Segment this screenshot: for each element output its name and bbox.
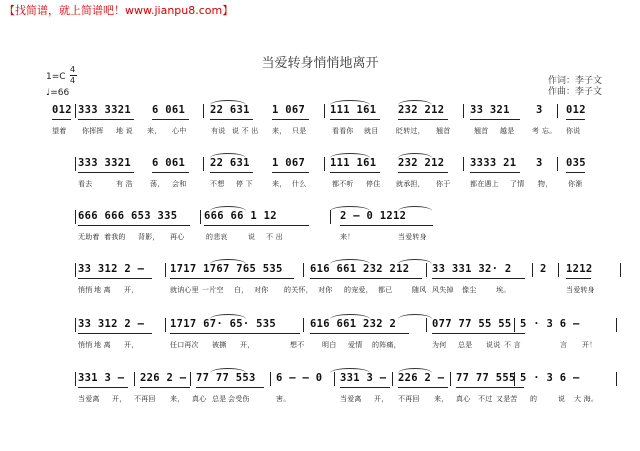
bar-line [203, 104, 204, 118]
lyric-syllables: 就目 [364, 127, 379, 135]
lyric-syllables: 总是 [212, 395, 227, 403]
beam-line [432, 333, 525, 334]
lyric-syllables: 任口再次 [170, 341, 199, 349]
lyric-syllables: 悄悄 [78, 341, 93, 349]
lyric-syllables: 开！ [582, 341, 597, 349]
lyric-syllables: 当爱离 [78, 395, 100, 403]
beam-line [398, 172, 448, 173]
beam-line [566, 278, 591, 279]
beam-line [470, 119, 520, 120]
slur-arc [210, 206, 246, 211]
lyric-syllables: 想不 [290, 341, 305, 349]
note-group: 1212 [566, 263, 593, 275]
lyric-syllables: 随风 [412, 286, 427, 294]
time-signature-top: 4 [70, 65, 76, 74]
beam-line [204, 225, 309, 226]
lyric-syllables: 爱情 [348, 341, 363, 349]
slur-arc [330, 368, 370, 373]
lyric-syllables: 白， [234, 286, 249, 294]
lyric-syllables: 翘首 [436, 127, 451, 135]
bar-line [75, 372, 76, 386]
note-group: 226 2 — [140, 372, 187, 384]
note-group: 333 3321 [78, 157, 131, 169]
lyric-syllables: 地 说 [116, 127, 133, 135]
lyric-syllables: 不再回 [134, 395, 156, 403]
note-group: 6 061 [152, 157, 186, 169]
note-group: 1 067 [272, 104, 306, 116]
beam-line [432, 278, 525, 279]
bar-line [392, 372, 393, 386]
bar-line [616, 318, 617, 332]
site-watermark: 【找简谱，就上简谱吧！www.jianpu8.com】 [4, 4, 234, 17]
lyric-syllables: 了情 [510, 180, 525, 188]
bar-line [75, 157, 76, 171]
lyric-syllables: 悄悄 [78, 286, 93, 294]
lyric-syllables: 无助着 [78, 233, 100, 241]
note-group: 33 331 32· 2 [432, 263, 512, 275]
note-group: 77 77 553 [196, 372, 256, 384]
beam-line [152, 172, 189, 173]
lyric-syllables: 有说 [211, 127, 226, 135]
lyric-syllables: 真心 [456, 395, 471, 403]
bar-line [165, 318, 166, 332]
beam-line [330, 172, 380, 173]
lyric-syllables: 都不听 [332, 180, 354, 188]
note-group: 232 212 [398, 104, 445, 116]
bar-line [514, 318, 515, 332]
note-group: 111 161 [330, 157, 377, 169]
note-group: 012 [52, 104, 72, 116]
lyric-syllables: 会和 [172, 180, 187, 188]
lyric-syllables: 埃。 [496, 286, 511, 294]
bar-line [426, 263, 427, 277]
note-group: 5 · 3 6 — [520, 372, 580, 384]
lyric-syllables: 言 [560, 341, 568, 349]
slur-arc [210, 100, 246, 105]
lyric-syllables: 总是 [458, 341, 473, 349]
lyric-syllables: 一片空 [202, 286, 224, 294]
slur-arc [210, 153, 246, 158]
note-group: 226 2 — [398, 372, 445, 384]
note-group: 3 [536, 104, 543, 116]
beam-line [78, 278, 152, 279]
slur-arc [330, 153, 370, 158]
note-group: 33 312 2 — [78, 263, 145, 275]
lyric-syllables: 停住 [366, 180, 381, 188]
lyric-syllables: 忘。 [542, 127, 557, 135]
slur-arc [398, 153, 432, 158]
slur-arc [398, 100, 432, 105]
beam-line [330, 119, 380, 120]
bar-line [190, 372, 191, 386]
lyric-syllables: 开， [112, 395, 127, 403]
lyric-syllables: 翘首 [474, 127, 489, 135]
beam-line [78, 333, 152, 334]
lyric-syllables: 真心 [192, 395, 207, 403]
bar-line [426, 318, 427, 332]
bar-line [330, 210, 331, 224]
note-group: 2 — 0 1212 [340, 210, 407, 222]
bar-line [616, 372, 617, 386]
lyric-syllables: 不再回 [398, 395, 420, 403]
note-group: 3333 21 [470, 157, 517, 169]
lyric-syllables: 望着 [52, 127, 67, 135]
bar-line [463, 104, 464, 118]
lyric-syllables: 地 离 [94, 341, 111, 349]
key-signature: 1=C [46, 72, 66, 82]
beam-line [310, 278, 422, 279]
song-title: 当爱转身悄悄地离开 [261, 56, 379, 71]
note-group: 33 312 2 — [78, 318, 145, 330]
lyric-syllables: 看去 [78, 180, 93, 188]
slur-arc [398, 314, 432, 319]
lyric-syllables: 明白 [322, 341, 337, 349]
lyric-syllables: 风失掉 [432, 286, 454, 294]
lyric-syllables: 开， [240, 341, 255, 349]
note-group: 2 [540, 263, 547, 275]
lyric-syllables: 只是 [292, 127, 307, 135]
lyric-syllables: 开， [374, 395, 389, 403]
slur-arc [398, 259, 432, 264]
beam-line [152, 119, 189, 120]
note-group: 012 [566, 104, 586, 116]
lyric-syllables: 什么 [292, 180, 307, 188]
beam-line [210, 172, 253, 173]
note-group: 6 — — 0 [276, 372, 323, 384]
lyric-syllables: 来， [434, 395, 449, 403]
lyric-syllables: 被撕 [212, 341, 227, 349]
lyric-syllables: 心中 [172, 127, 187, 135]
lyric-syllables: 都在遇上 [470, 180, 499, 188]
slur-arc [330, 314, 370, 319]
slur-arc [398, 368, 432, 373]
lyric-syllables: 眨转过， [396, 127, 425, 135]
note-group: 1717 1767 765 535 [170, 263, 283, 275]
note-group: 035 [566, 157, 586, 169]
note-group: 232 212 [398, 157, 445, 169]
lyric-syllables: 当爱转身 [566, 286, 595, 294]
lyric-syllables: 说说 [486, 341, 501, 349]
note-group: 1717 67· 65· 535 [170, 318, 276, 330]
lyric-syllables: 考 [532, 127, 540, 135]
lyric-syllables: 对你 [254, 286, 269, 294]
tempo-mark: ♩=66 [46, 88, 70, 98]
bar-line [463, 157, 464, 171]
bar-line [557, 157, 558, 171]
note-group: 77 77 555 [456, 372, 516, 384]
lyric-syllables: 来， [147, 127, 162, 135]
lyric-syllables: 当爱转身 [398, 233, 427, 241]
beam-line [340, 225, 433, 226]
bar-line [558, 263, 559, 277]
lyric-syllables: 来， [272, 127, 287, 135]
lyric-syllables: 的 [530, 395, 538, 403]
bar-line [557, 104, 558, 118]
note-group: 077 77 55 55 [432, 318, 512, 330]
note-group: 333 3321 [78, 104, 131, 116]
beam-line [566, 119, 585, 120]
lyricist-credit: 作词：李子文 [548, 76, 603, 86]
slur-arc [210, 314, 246, 319]
bar-line [75, 210, 76, 224]
bar-line [334, 372, 335, 386]
beam-line [196, 387, 264, 388]
lyric-syllables: 说 不 出 [232, 127, 259, 135]
note-group: 616 661 232 2 [310, 318, 397, 330]
lyric-syllables: 就讷心里 [170, 286, 199, 294]
composer-credit: 作曲：李子文 [548, 87, 603, 97]
note-group: 6 061 [152, 104, 186, 116]
lyric-syllables: 着我的 [104, 233, 126, 241]
note-group: 666 666 653 335 [78, 210, 178, 222]
lyric-syllables: 看看你 [332, 127, 354, 135]
lyric-syllables: 的宠爱， [344, 286, 373, 294]
lyric-syllables: 大 海。 [574, 395, 599, 403]
lyric-syllables: 再心 [170, 233, 185, 241]
beam-line [78, 172, 134, 173]
lyric-syllables: 物， [538, 180, 553, 188]
lyric-syllables: 不想 [210, 180, 225, 188]
lyric-syllables: 开， [124, 341, 139, 349]
lyric-syllables: 害。 [276, 395, 291, 403]
lyric-syllables: 会受伤 [228, 395, 250, 403]
lyric-syllables: 越是 [500, 127, 515, 135]
slur-arc [210, 259, 246, 264]
note-group: 3 [536, 157, 543, 169]
lyric-syllables: 来， [170, 395, 185, 403]
beam-line [78, 119, 134, 120]
beam-line [470, 172, 520, 173]
lyric-syllables: 的关怀， [284, 286, 313, 294]
lyric-syllables: 荡， [150, 180, 165, 188]
beam-line [456, 387, 524, 388]
lyric-syllables: 开， [124, 286, 139, 294]
beam-line [78, 387, 128, 388]
lyric-syllables: 说 [558, 395, 566, 403]
bar-line [324, 157, 325, 171]
beam-line [170, 333, 300, 334]
bar-line [324, 104, 325, 118]
slur-arc [330, 259, 370, 264]
bar-line [303, 318, 304, 332]
lyric-syllables: 都已 [378, 286, 393, 294]
lyric-syllables: 像尘 [462, 286, 477, 294]
lyric-syllables: 对你 [318, 286, 333, 294]
bar-line [303, 263, 304, 277]
lyric-syllables: 你说 [566, 127, 581, 135]
lyric-syllables: 就承担， [396, 180, 425, 188]
lyric-syllables: 地 离 [94, 286, 111, 294]
bar-line [134, 372, 135, 386]
bar-line [514, 372, 515, 386]
lyric-syllables: 说 [248, 233, 256, 241]
note-group: 1 067 [272, 157, 306, 169]
beam-line [78, 225, 190, 226]
lyric-syllables: 背影， [138, 233, 160, 241]
note-group: 22 631 [210, 157, 250, 169]
beam-line [398, 119, 448, 120]
lyric-syllables: 来， [272, 180, 287, 188]
bar-line [270, 372, 271, 386]
bar-line [75, 318, 76, 332]
slur-arc [330, 206, 370, 211]
slur-arc [330, 100, 370, 105]
note-group: 616 661 232 212 [310, 263, 410, 275]
bar-line [75, 263, 76, 277]
note-group: 111 161 [330, 104, 377, 116]
bar-line [75, 104, 76, 118]
beam-line [52, 119, 71, 120]
note-group: 33 321 [470, 104, 510, 116]
beam-line [272, 119, 309, 120]
lyric-syllables: 你挥挥 [82, 127, 104, 135]
note-group: 666 66 1 12 [204, 210, 277, 222]
beam-line [310, 333, 409, 334]
beam-line [210, 119, 253, 120]
slur-arc [210, 368, 246, 373]
bar-line [532, 263, 533, 277]
lyric-syllables: 停 下 [236, 180, 253, 188]
bar-line [450, 372, 451, 386]
slur-arc [398, 206, 432, 211]
note-group: 22 631 [210, 104, 250, 116]
lyric-syllables: 又是苦 [496, 395, 518, 403]
beam-line [272, 172, 309, 173]
lyric-syllables: 你渐 [568, 180, 583, 188]
lyric-syllables: 不 言 [504, 341, 521, 349]
note-group: 5 · 3 6 — [520, 318, 580, 330]
beam-line [398, 387, 448, 388]
time-signature-bottom: 4 [70, 76, 76, 85]
lyric-syllables: 的阵痛， [372, 341, 401, 349]
lyric-syllables: 不过 [478, 395, 493, 403]
lyric-syllables: 来！ [340, 233, 355, 241]
bar-line [165, 263, 166, 277]
bar-line [620, 263, 621, 277]
lyric-syllables: 当爱离 [340, 395, 362, 403]
beam-line [340, 387, 390, 388]
lyric-syllables: 为何 [432, 341, 447, 349]
beam-line [140, 387, 190, 388]
lyric-syllables: 的悲哀 [206, 233, 228, 241]
lyric-syllables: 你于 [436, 180, 451, 188]
note-group: 331 3 — [78, 372, 125, 384]
bar-line [200, 210, 201, 224]
note-group: 331 3 — [340, 372, 387, 384]
lyric-syllables: 有 浩 [116, 180, 133, 188]
lyric-syllables: 不 出 [266, 233, 283, 241]
beam-line [170, 278, 294, 279]
beam-line [566, 172, 585, 173]
bar-line [203, 157, 204, 171]
